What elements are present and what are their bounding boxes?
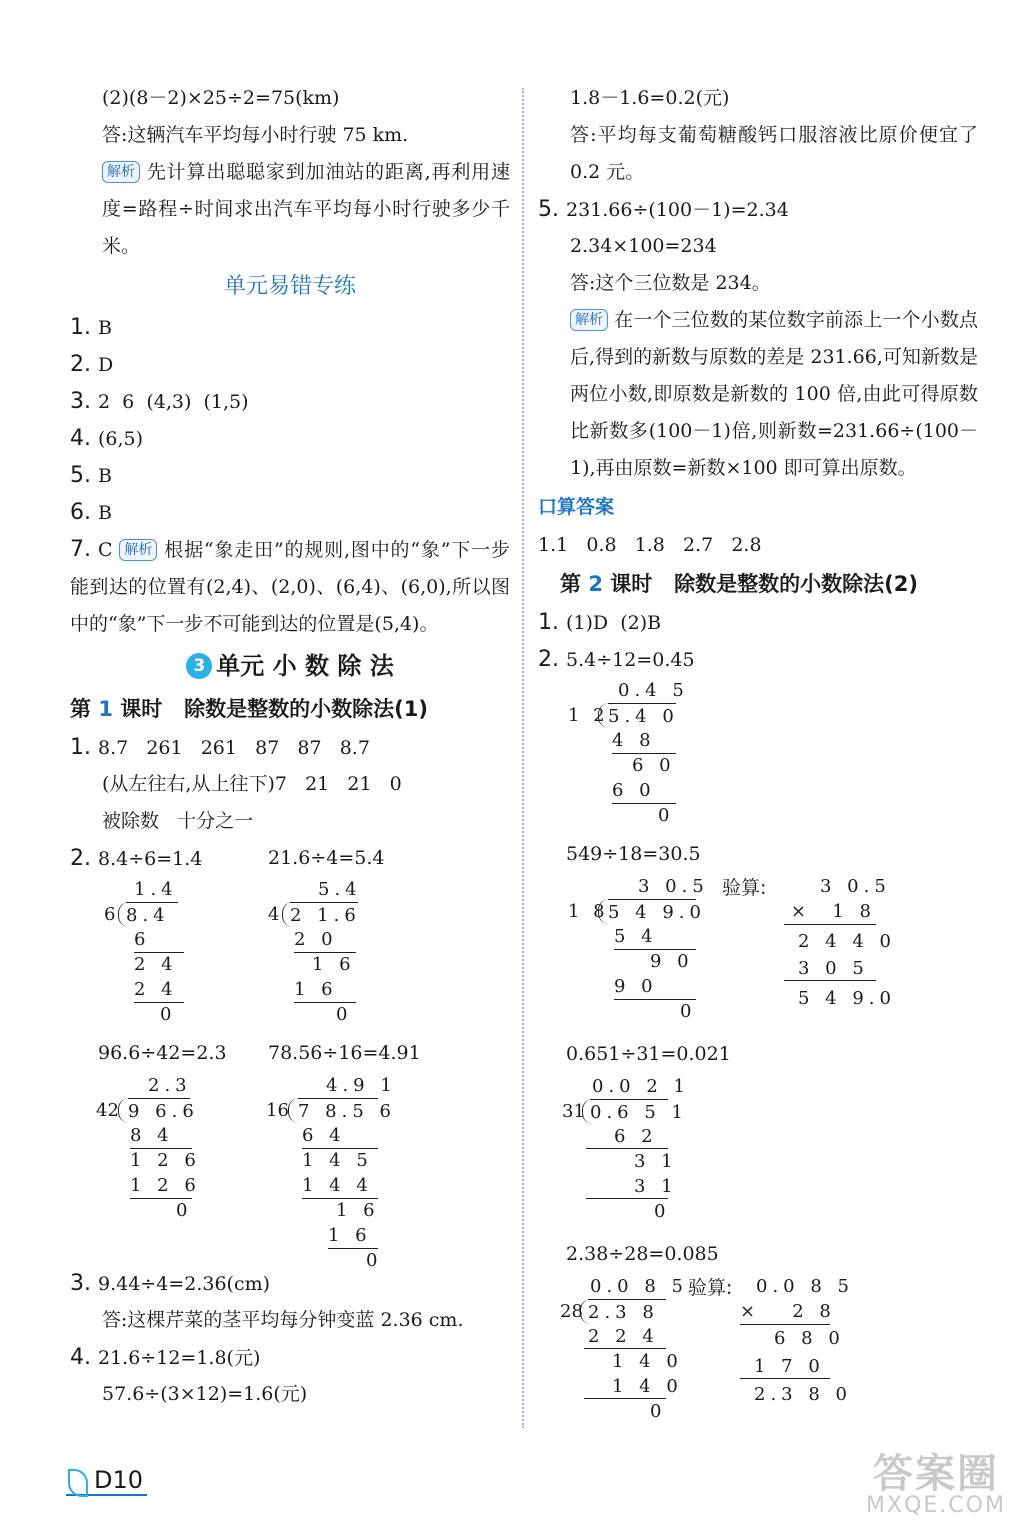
list-item: 4. (6,5) — [70, 426, 144, 451]
answer-paragraph: 答:平均每支葡萄糖酸钙口服溶液比原价便宜了 0.2 元。 — [570, 124, 978, 183]
answer-line: 答:这个三位数是 234。 — [570, 272, 771, 294]
answer-line: 答:这辆汽车平均每小时行驶 75 km. — [102, 124, 409, 146]
jiexi-text: 先计算出聪聪家到加油站的距离,再利用速度=路程÷时间求出汽车平均每小时行驶多少千米。 — [102, 161, 510, 257]
kousuan-answers: 1.1 0.8 1.8 2.7 2.8 — [538, 534, 762, 556]
answer-line: 1.8－1.6=0.2(元) — [570, 87, 730, 109]
equation: 0.651÷31=0.021 — [566, 1043, 731, 1065]
equation: 549÷18=30.5 — [566, 843, 701, 865]
page-number: D10 — [66, 1466, 147, 1496]
left-column — [70, 80, 510, 1413]
kousuan-title: 口算答案 — [538, 496, 615, 518]
answer-line: (2)(8－2)×25÷2=75(km) — [102, 87, 340, 109]
jiexi-tag: 解析 — [570, 309, 608, 331]
q1: 1. 8.7 261 261 87 87 8.7 — [70, 735, 370, 760]
jiexi-tag: 解析 — [102, 161, 140, 183]
answer-line: (从左往右,从上往下)7 21 21 0 — [102, 773, 402, 795]
check-label: 验算: — [688, 1277, 733, 1299]
unit-number-badge: 3 — [186, 653, 212, 679]
q3: 3. 9.44÷4=2.36(cm) — [70, 1271, 271, 1296]
long-division-area: 0.4 5 1 2 5.4 0 4 8 6 0 6 0 0 549÷18=30.5 3 0.5 1 8 5 4 9.0 5 4 9 0 9 0 0 验算: 3 0.5 × 1 8 2 4 4 0 3 0 5 5 4 9.0 0.651÷31=0.021 0.0 2 1 31 0.6 5 1 6 2 3 1 3 1 0 2.38÷28=0.085 0.0 8 5 28 2.3 8 2 2 4 1 4 0 1 4 0 0 验算: 0.0 8 5 × 2 8 6 8 0 1 7 0 2.3 8 0 — [560, 680, 896, 1422]
watermark: 答案圈 MXQE.COM — [866, 1451, 1006, 1518]
column-divider — [522, 88, 524, 1428]
long-division-area: 1.4 6 8.4 6 2 4 2 4 0 5.4 4 2 1.6 2 0 1 6 1 6 0 96.6÷42=2.3 78.56÷16=4.91 2.3 42 9 6.6 8 4 1 2 6 1 2 6 0 4.9 1 16 7 8.5 6 6 4 1 4 5 1 4 4 1 6 1 6 0 — [96, 879, 421, 1271]
list-item: 3. 2 6 (4,3) (1,5) — [70, 389, 249, 414]
unit-heading: 3 单元 小 数 除 法 — [70, 643, 510, 689]
equation: 78.56÷16=4.91 — [268, 1042, 421, 1064]
list-item: 5. B — [70, 463, 112, 488]
jiexi-block — [70, 154, 510, 265]
q2: 2. 8.4÷6=1.4 21.6÷4=5.4 — [70, 846, 385, 871]
list-item: 6. B — [70, 500, 112, 525]
r2: 2. 5.4÷12=0.45 — [538, 647, 695, 672]
check-label: 验算: — [722, 877, 767, 899]
list-item: 1. B — [70, 315, 112, 340]
leaf-icon — [68, 1469, 88, 1497]
equation: 2.38÷28=0.085 — [566, 1243, 719, 1265]
answer-line: 2.34×100=234 — [570, 235, 717, 257]
list-item-7: 7. C 解析 根据“象走田”的规则,图中的“象”下一步能到达的位置有(2,4)、(2,0)、(6,4)、(6,0),所以图中的“象”下一步不可能到达的位置是(5,4)。 — [70, 537, 510, 635]
equation: 96.6÷42=2.3 — [98, 1042, 227, 1064]
lesson-heading: 第 1 课时 除数是整数的小数除法(1) — [70, 697, 428, 721]
lesson-heading: 第 2 课时 除数是整数的小数除法(2) — [560, 572, 918, 596]
list-item: 2. D — [70, 352, 114, 377]
jiexi-tag: 解析 — [119, 539, 157, 561]
section-title: 单元易错专练 — [223, 274, 356, 299]
answer-line: 被除数 十分之一 — [102, 810, 254, 832]
q5: 5. 231.66÷(100－1)=2.34 — [538, 197, 789, 222]
q4: 4. 21.6÷12=1.8(元) — [70, 1345, 261, 1370]
answer-line: 57.6÷(3×12)=1.6(元) — [102, 1383, 308, 1405]
r1: 1. (1)D (2)B — [538, 610, 662, 635]
right-column — [538, 80, 978, 1424]
jiexi-block: 解析 在一个三位数的某位数字前添上一个小数点后,得到的新数与原数的差是 231.66,可知新数是两位小数,即原数是新数的 100 倍,由此可得原数比新数多(100－1)倍,则新数=231.66÷(100－1),再由原数=新数×100 即可算出原数。 — [570, 309, 978, 479]
answer-line: 答:这棵芹菜的茎平均每分钟变蓝 2.36 cm. — [102, 1309, 464, 1331]
